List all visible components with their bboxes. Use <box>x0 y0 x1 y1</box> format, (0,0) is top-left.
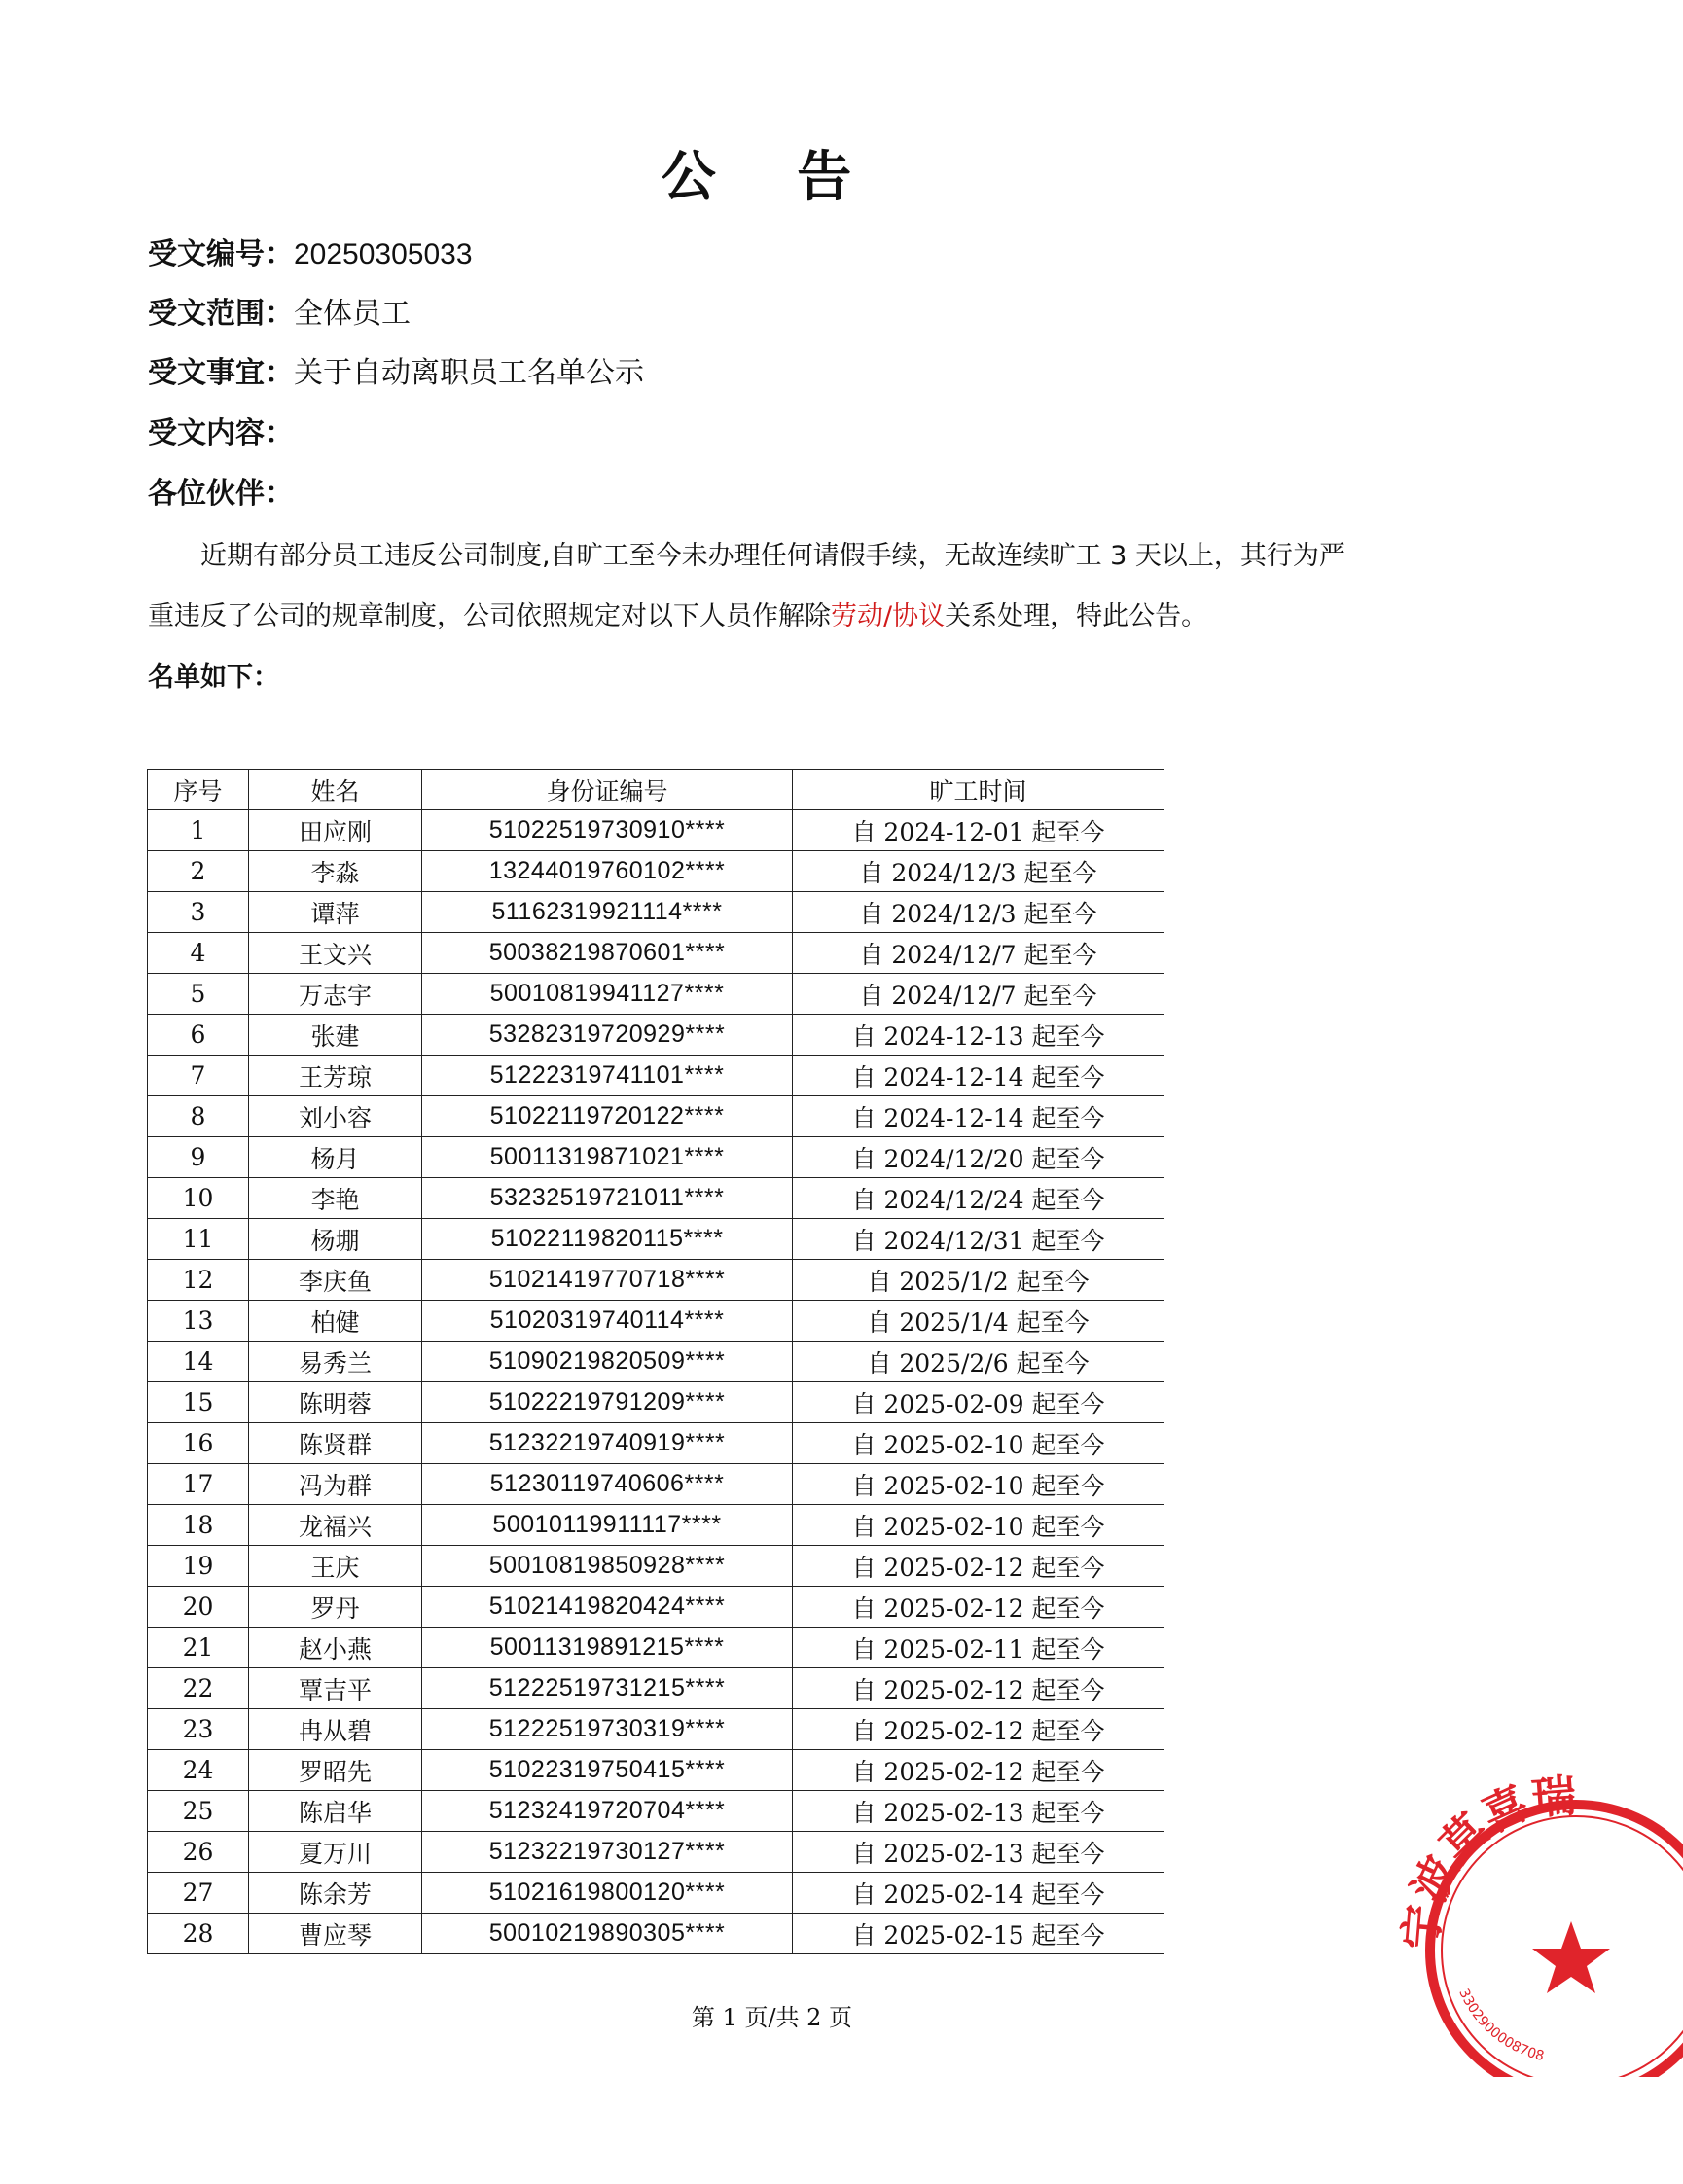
table-row <box>148 1791 1164 1832</box>
row-absence-time: 自 2025-02-15 起至今 <box>793 1914 1164 1954</box>
table-row <box>148 1628 1164 1668</box>
table-row <box>148 1260 1164 1301</box>
body-line-2 <box>148 597 1207 636</box>
row-id-number: 51021419770718**** <box>422 1260 793 1301</box>
table-row <box>148 1015 1164 1056</box>
row-name: 夏万川 <box>249 1832 422 1873</box>
seal-star-icon <box>1532 1921 1610 1993</box>
row-index: 17 <box>148 1464 249 1505</box>
row-name: 冯为群 <box>249 1464 422 1505</box>
table-row <box>148 851 1164 892</box>
table-row <box>148 1505 1164 1546</box>
row-index: 12 <box>148 1260 249 1301</box>
table-row <box>148 1914 1164 1954</box>
subject-label: 受文事宜： <box>148 356 294 390</box>
row-id-number: 51021419820424**** <box>422 1587 793 1628</box>
row-index: 23 <box>148 1709 249 1750</box>
row-name: 刘小容 <box>249 1096 422 1137</box>
row-absence-time: 自 2025-02-11 起至今 <box>793 1628 1164 1668</box>
table-header-row <box>148 770 1164 810</box>
table-row <box>148 974 1164 1015</box>
row-index: 15 <box>148 1382 249 1423</box>
row-index: 14 <box>148 1342 249 1382</box>
row-index: 6 <box>148 1015 249 1056</box>
table-row <box>148 1464 1164 1505</box>
row-absence-time: 自 2025/1/4 起至今 <box>793 1301 1164 1342</box>
row-name: 李艳 <box>249 1178 422 1219</box>
row-index: 7 <box>148 1056 249 1096</box>
row-index: 24 <box>148 1750 249 1791</box>
row-name: 陈启华 <box>249 1791 422 1832</box>
row-name: 李庆鱼 <box>249 1260 422 1301</box>
row-index: 28 <box>148 1914 249 1954</box>
row-name: 张建 <box>249 1015 422 1056</box>
table-row <box>148 1587 1164 1628</box>
header-index: 序号 <box>148 770 249 810</box>
row-name: 王文兴 <box>249 933 422 974</box>
row-id-number: 51090219820509**** <box>422 1342 793 1382</box>
row-name: 易秀兰 <box>249 1342 422 1382</box>
row-name: 覃吉平 <box>249 1668 422 1709</box>
table-row <box>148 1178 1164 1219</box>
row-id-number: 13244019760102**** <box>422 851 793 892</box>
row-absence-time: 自 2025-02-13 起至今 <box>793 1832 1164 1873</box>
row-name: 陈明蓉 <box>249 1382 422 1423</box>
body-line-2-pre: 重违反了公司的规章制度，公司依照规定对以下人员作解除 <box>148 601 831 631</box>
table-row <box>148 1056 1164 1096</box>
row-id-number: 53232519721011**** <box>422 1178 793 1219</box>
row-absence-time: 自 2024-12-13 起至今 <box>793 1015 1164 1056</box>
row-id-number: 51222519731215**** <box>422 1668 793 1709</box>
row-id-number: 50010819850928**** <box>422 1546 793 1587</box>
row-index: 22 <box>148 1668 249 1709</box>
seal-text: 宁波莫喜瑞 <box>1394 1769 1578 1951</box>
page-footer: 第 1 页/共 2 页 <box>691 2004 853 2031</box>
row-name: 王庆 <box>249 1546 422 1587</box>
company-seal <box>1391 1766 1683 2077</box>
table-row <box>148 1873 1164 1914</box>
row-absence-time: 自 2025/1/2 起至今 <box>793 1260 1164 1301</box>
table-body <box>148 810 1164 1954</box>
row-index: 9 <box>148 1137 249 1178</box>
greeting: 各位伙伴： <box>148 477 294 511</box>
row-id-number: 51022319750415**** <box>422 1750 793 1791</box>
row-name: 杨月 <box>249 1137 422 1178</box>
row-id-number: 50038219870601**** <box>422 933 793 974</box>
row-absence-time: 自 2025-02-10 起至今 <box>793 1505 1164 1546</box>
body-line-1: 近期有部分员工违反公司制度,自旷工至今未办理任何请假手续，无故连续旷工 3 天以上，其行为严 <box>200 541 1345 571</box>
row-id-number: 51021619800120**** <box>422 1873 793 1914</box>
row-id-number: 50010119911117**** <box>422 1505 793 1546</box>
row-absence-time: 自 2024-12-01 起至今 <box>793 810 1164 851</box>
row-index: 20 <box>148 1587 249 1628</box>
table-row <box>148 1423 1164 1464</box>
row-absence-time: 自 2025-02-12 起至今 <box>793 1750 1164 1791</box>
content-line <box>148 414 294 453</box>
row-absence-time: 自 2024/12/31 起至今 <box>793 1219 1164 1260</box>
row-index: 26 <box>148 1832 249 1873</box>
row-index: 10 <box>148 1178 249 1219</box>
body-line-2-highlight: 劳动/协议 <box>831 601 946 631</box>
row-name: 田应刚 <box>249 810 422 851</box>
row-id-number: 51222319741101**** <box>422 1056 793 1096</box>
seal-number: 3302900008708 <box>1455 1986 1546 2065</box>
row-name: 王芳琼 <box>249 1056 422 1096</box>
row-index: 1 <box>148 810 249 851</box>
row-index: 16 <box>148 1423 249 1464</box>
row-name: 陈贤群 <box>249 1423 422 1464</box>
row-name: 龙福兴 <box>249 1505 422 1546</box>
row-index: 27 <box>148 1873 249 1914</box>
employee-table <box>147 769 1164 1954</box>
row-id-number: 51222519730319**** <box>422 1709 793 1750</box>
row-absence-time: 自 2025-02-14 起至今 <box>793 1873 1164 1914</box>
doc-number-line <box>148 235 473 274</box>
row-index: 21 <box>148 1628 249 1668</box>
header-absence-time: 旷工时间 <box>793 770 1164 810</box>
header-name: 姓名 <box>249 770 422 810</box>
row-id-number: 50010219890305**** <box>422 1914 793 1954</box>
row-id-number: 53282319720929**** <box>422 1015 793 1056</box>
row-id-number: 51232419720704**** <box>422 1791 793 1832</box>
table-row <box>148 1096 1164 1137</box>
table-row <box>148 892 1164 933</box>
row-name: 万志宇 <box>249 974 422 1015</box>
row-name: 冉从碧 <box>249 1709 422 1750</box>
row-index: 5 <box>148 974 249 1015</box>
row-id-number: 51022119720122**** <box>422 1096 793 1137</box>
row-absence-time: 自 2024/12/7 起至今 <box>793 933 1164 974</box>
row-name: 赵小燕 <box>249 1628 422 1668</box>
content-label: 受文内容： <box>148 416 294 450</box>
row-id-number: 51022219791209**** <box>422 1382 793 1423</box>
row-id-number: 50011319871021**** <box>422 1137 793 1178</box>
row-id-number: 51020319740114**** <box>422 1301 793 1342</box>
row-absence-time: 自 2025-02-12 起至今 <box>793 1587 1164 1628</box>
body-line-2-post: 关系处理，特此公告。 <box>945 601 1208 631</box>
row-id-number: 51162319921114**** <box>422 892 793 933</box>
row-absence-time: 自 2025-02-10 起至今 <box>793 1423 1164 1464</box>
header-id-number: 身份证编号 <box>422 770 793 810</box>
row-index: 18 <box>148 1505 249 1546</box>
row-name: 柏健 <box>249 1301 422 1342</box>
notice-title: 公 告 <box>661 146 883 209</box>
row-name: 罗丹 <box>249 1587 422 1628</box>
row-absence-time: 自 2024/12/7 起至今 <box>793 974 1164 1015</box>
row-index: 19 <box>148 1546 249 1587</box>
row-absence-time: 自 2025-02-13 起至今 <box>793 1791 1164 1832</box>
row-index: 11 <box>148 1219 249 1260</box>
row-index: 25 <box>148 1791 249 1832</box>
table-row <box>148 1709 1164 1750</box>
row-name: 曹应琴 <box>249 1914 422 1954</box>
table-row <box>148 1832 1164 1873</box>
table-row <box>148 1382 1164 1423</box>
doc-number-value: 20250305033 <box>294 238 473 270</box>
scope-value: 全体员工 <box>294 297 411 331</box>
list-heading: 名单如下： <box>148 662 279 693</box>
row-id-number: 51230119740606**** <box>422 1464 793 1505</box>
row-id-number: 51022519730910**** <box>422 810 793 851</box>
row-absence-time: 自 2025-02-12 起至今 <box>793 1546 1164 1587</box>
scope-line <box>148 295 411 334</box>
table-row <box>148 1750 1164 1791</box>
row-index: 8 <box>148 1096 249 1137</box>
greeting-line <box>148 475 294 514</box>
row-absence-time: 自 2025-02-12 起至今 <box>793 1709 1164 1750</box>
table-row <box>148 1546 1164 1587</box>
scope-label: 受文范围： <box>148 297 294 331</box>
row-name: 李淼 <box>249 851 422 892</box>
row-name: 罗昭先 <box>249 1750 422 1791</box>
table-row <box>148 1342 1164 1382</box>
table-row <box>148 810 1164 851</box>
row-absence-time: 自 2024/12/3 起至今 <box>793 851 1164 892</box>
row-absence-time: 自 2024-12-14 起至今 <box>793 1096 1164 1137</box>
row-name: 陈余芳 <box>249 1873 422 1914</box>
row-id-number: 50011319891215**** <box>422 1628 793 1668</box>
row-id-number: 50010819941127**** <box>422 974 793 1015</box>
row-absence-time: 自 2024/12/20 起至今 <box>793 1137 1164 1178</box>
table-row <box>148 1137 1164 1178</box>
row-absence-time: 自 2024-12-14 起至今 <box>793 1056 1164 1096</box>
subject-line <box>148 354 644 393</box>
table-row <box>148 1219 1164 1260</box>
row-id-number: 51232219740919**** <box>422 1423 793 1464</box>
row-absence-time: 自 2025-02-12 起至今 <box>793 1668 1164 1709</box>
row-id-number: 51022119820115**** <box>422 1219 793 1260</box>
table-row <box>148 933 1164 974</box>
subject-value: 关于自动离职员工名单公示 <box>294 356 644 390</box>
row-name: 杨堋 <box>249 1219 422 1260</box>
row-id-number: 51232219730127**** <box>422 1832 793 1873</box>
row-index: 4 <box>148 933 249 974</box>
row-absence-time: 自 2025/2/6 起至今 <box>793 1342 1164 1382</box>
row-index: 2 <box>148 851 249 892</box>
doc-number-label: 受文编号： <box>148 237 294 271</box>
row-absence-time: 自 2025-02-09 起至今 <box>793 1382 1164 1423</box>
table-row <box>148 1668 1164 1709</box>
table-row <box>148 1301 1164 1342</box>
row-absence-time: 自 2024/12/24 起至今 <box>793 1178 1164 1219</box>
row-absence-time: 自 2024/12/3 起至今 <box>793 892 1164 933</box>
row-index: 13 <box>148 1301 249 1342</box>
row-name: 谭萍 <box>249 892 422 933</box>
row-index: 3 <box>148 892 249 933</box>
row-absence-time: 自 2025-02-10 起至今 <box>793 1464 1164 1505</box>
